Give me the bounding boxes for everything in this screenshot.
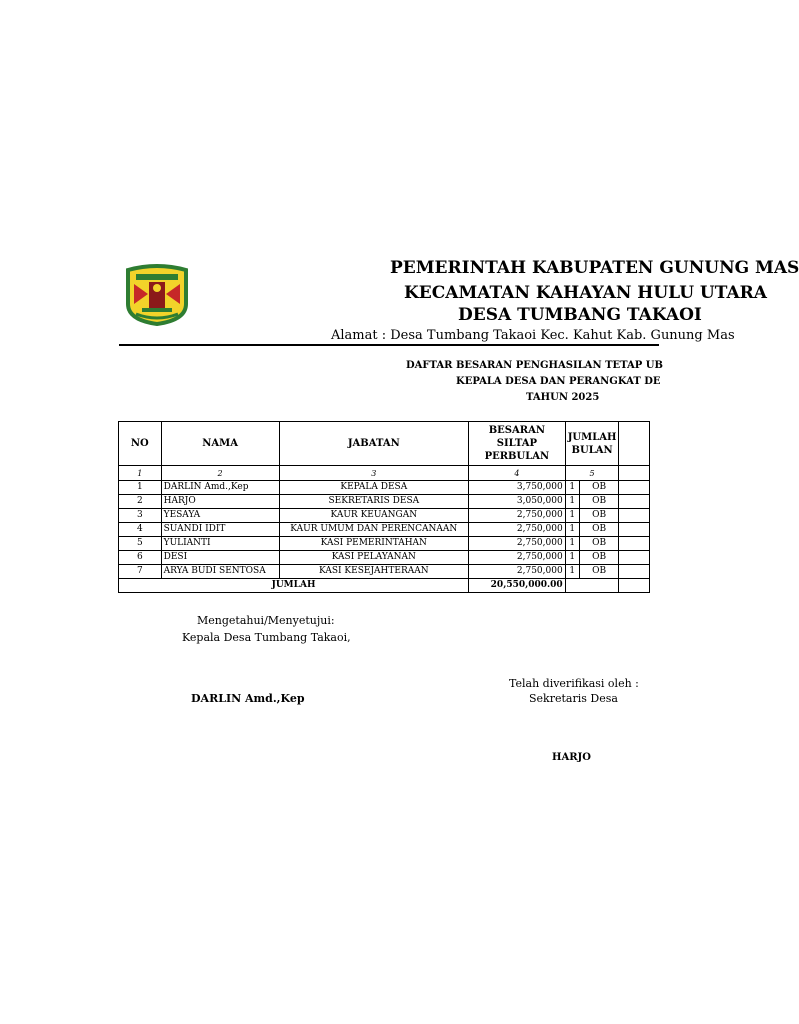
row-extra (619, 551, 650, 565)
row-no: 2 (119, 495, 162, 509)
header-extra (619, 422, 650, 466)
secretary-name: HARJO (552, 752, 591, 763)
row-jabatan: KASI PEMERINTAHAN (279, 537, 468, 551)
header-divider (119, 344, 659, 346)
row-extra (619, 537, 650, 551)
row-unit: OB (579, 565, 619, 579)
row-no: 6 (119, 551, 162, 565)
table-row (119, 565, 650, 579)
village-head-name: DARLIN Amd.,Kep (191, 692, 305, 705)
row-siltap: 2,750,000 (469, 565, 566, 579)
row-jabatan: KASI KESEJAHTERAAN (279, 565, 468, 579)
header-address: Alamat : Desa Tumbang Takaoi Kec. Kahut Kab. Gunung Mas (331, 328, 735, 343)
row-extra (619, 481, 650, 495)
regency-emblem-icon (122, 264, 192, 326)
header-no: NO (119, 422, 162, 466)
row-unit: OB (579, 551, 619, 565)
row-no: 4 (119, 523, 162, 537)
header-jumlah-bulan: JUMLAH BULAN (565, 422, 619, 466)
row-extra (619, 523, 650, 537)
total-value: 20,550,000.00 (469, 579, 566, 593)
row-jabatan: KASI PELAYANAN (279, 551, 468, 565)
row-jabatan: SEKRETARIS DESA (279, 495, 468, 509)
index-cell: 3 (279, 466, 468, 481)
document-title-line2: KEPALA DESA DAN PERANGKAT DE (456, 376, 661, 387)
header-district-title: KECAMATAN KAHAYAN HULU UTARA (404, 283, 767, 303)
row-no: 7 (119, 565, 162, 579)
index-cell: 1 (119, 466, 162, 481)
table-row (119, 537, 650, 551)
header-nama: NAMA (161, 422, 279, 466)
index-cell: 2 (161, 466, 279, 481)
row-siltap: 2,750,000 (469, 537, 566, 551)
row-siltap: 3,750,000 (469, 481, 566, 495)
header-siltap: BESARAN SILTAP PERBULAN (469, 422, 566, 466)
row-extra (619, 565, 650, 579)
row-no: 1 (119, 481, 162, 495)
row-bulan: 1 (565, 537, 579, 551)
total-empty (619, 579, 650, 593)
row-bulan: 1 (565, 523, 579, 537)
row-extra (619, 495, 650, 509)
row-nama: ARYA BUDI SENTOSA (161, 565, 279, 579)
table-row (119, 509, 650, 523)
row-unit: OB (579, 537, 619, 551)
approval-label: Mengetahui/Menyetujui: (197, 614, 335, 627)
row-nama: HARJO (161, 495, 279, 509)
row-bulan: 1 (565, 565, 579, 579)
header-village-title: DESA TUMBANG TAKAOI (458, 305, 702, 325)
index-cell: 4 (469, 466, 566, 481)
salary-table (118, 421, 650, 593)
row-unit: OB (579, 495, 619, 509)
row-jabatan: KEPALA DESA (279, 481, 468, 495)
header-government-title: PEMERINTAH KABUPATEN GUNUNG MAS (390, 258, 799, 278)
index-cell: 5 (565, 466, 619, 481)
header-jabatan: JABATAN (279, 422, 468, 466)
row-nama: YULIANTI (161, 537, 279, 551)
row-jabatan: KAUR UMUM DAN PERENCANAAN (279, 523, 468, 537)
row-unit: OB (579, 481, 619, 495)
row-unit: OB (579, 509, 619, 523)
total-label: JUMLAH (119, 579, 469, 593)
table-total-row (119, 579, 650, 593)
row-extra (619, 509, 650, 523)
verification-label: Telah diverifikasi oleh : (509, 677, 639, 690)
document-title-year: TAHUN 2025 (526, 392, 600, 403)
row-nama: SUANDI IDIT (161, 523, 279, 537)
row-siltap: 2,750,000 (469, 523, 566, 537)
approval-position: Kepala Desa Tumbang Takaoi, (182, 631, 351, 644)
row-bulan: 1 (565, 509, 579, 523)
total-empty (565, 579, 619, 593)
row-nama: YESAYA (161, 509, 279, 523)
row-bulan: 1 (565, 551, 579, 565)
table-row (119, 481, 650, 495)
table-row (119, 551, 650, 565)
row-unit: OB (579, 523, 619, 537)
index-cell (619, 466, 650, 481)
row-no: 3 (119, 509, 162, 523)
table-row (119, 523, 650, 537)
row-siltap: 3,050,000 (469, 495, 566, 509)
table-index-row (119, 466, 650, 481)
row-siltap: 2,750,000 (469, 551, 566, 565)
verification-position: Sekretaris Desa (529, 692, 618, 705)
table-header-row (119, 422, 650, 466)
document-title-line1: DAFTAR BESARAN PENGHASILAN TETAP UB (406, 360, 663, 371)
row-no: 5 (119, 537, 162, 551)
row-nama: DARLIN Amd.,Kep (161, 481, 279, 495)
row-siltap: 2,750,000 (469, 509, 566, 523)
row-jabatan: KAUR KEUANGAN (279, 509, 468, 523)
table-row (119, 495, 650, 509)
row-bulan: 1 (565, 495, 579, 509)
row-nama: DESI (161, 551, 279, 565)
row-bulan: 1 (565, 481, 579, 495)
